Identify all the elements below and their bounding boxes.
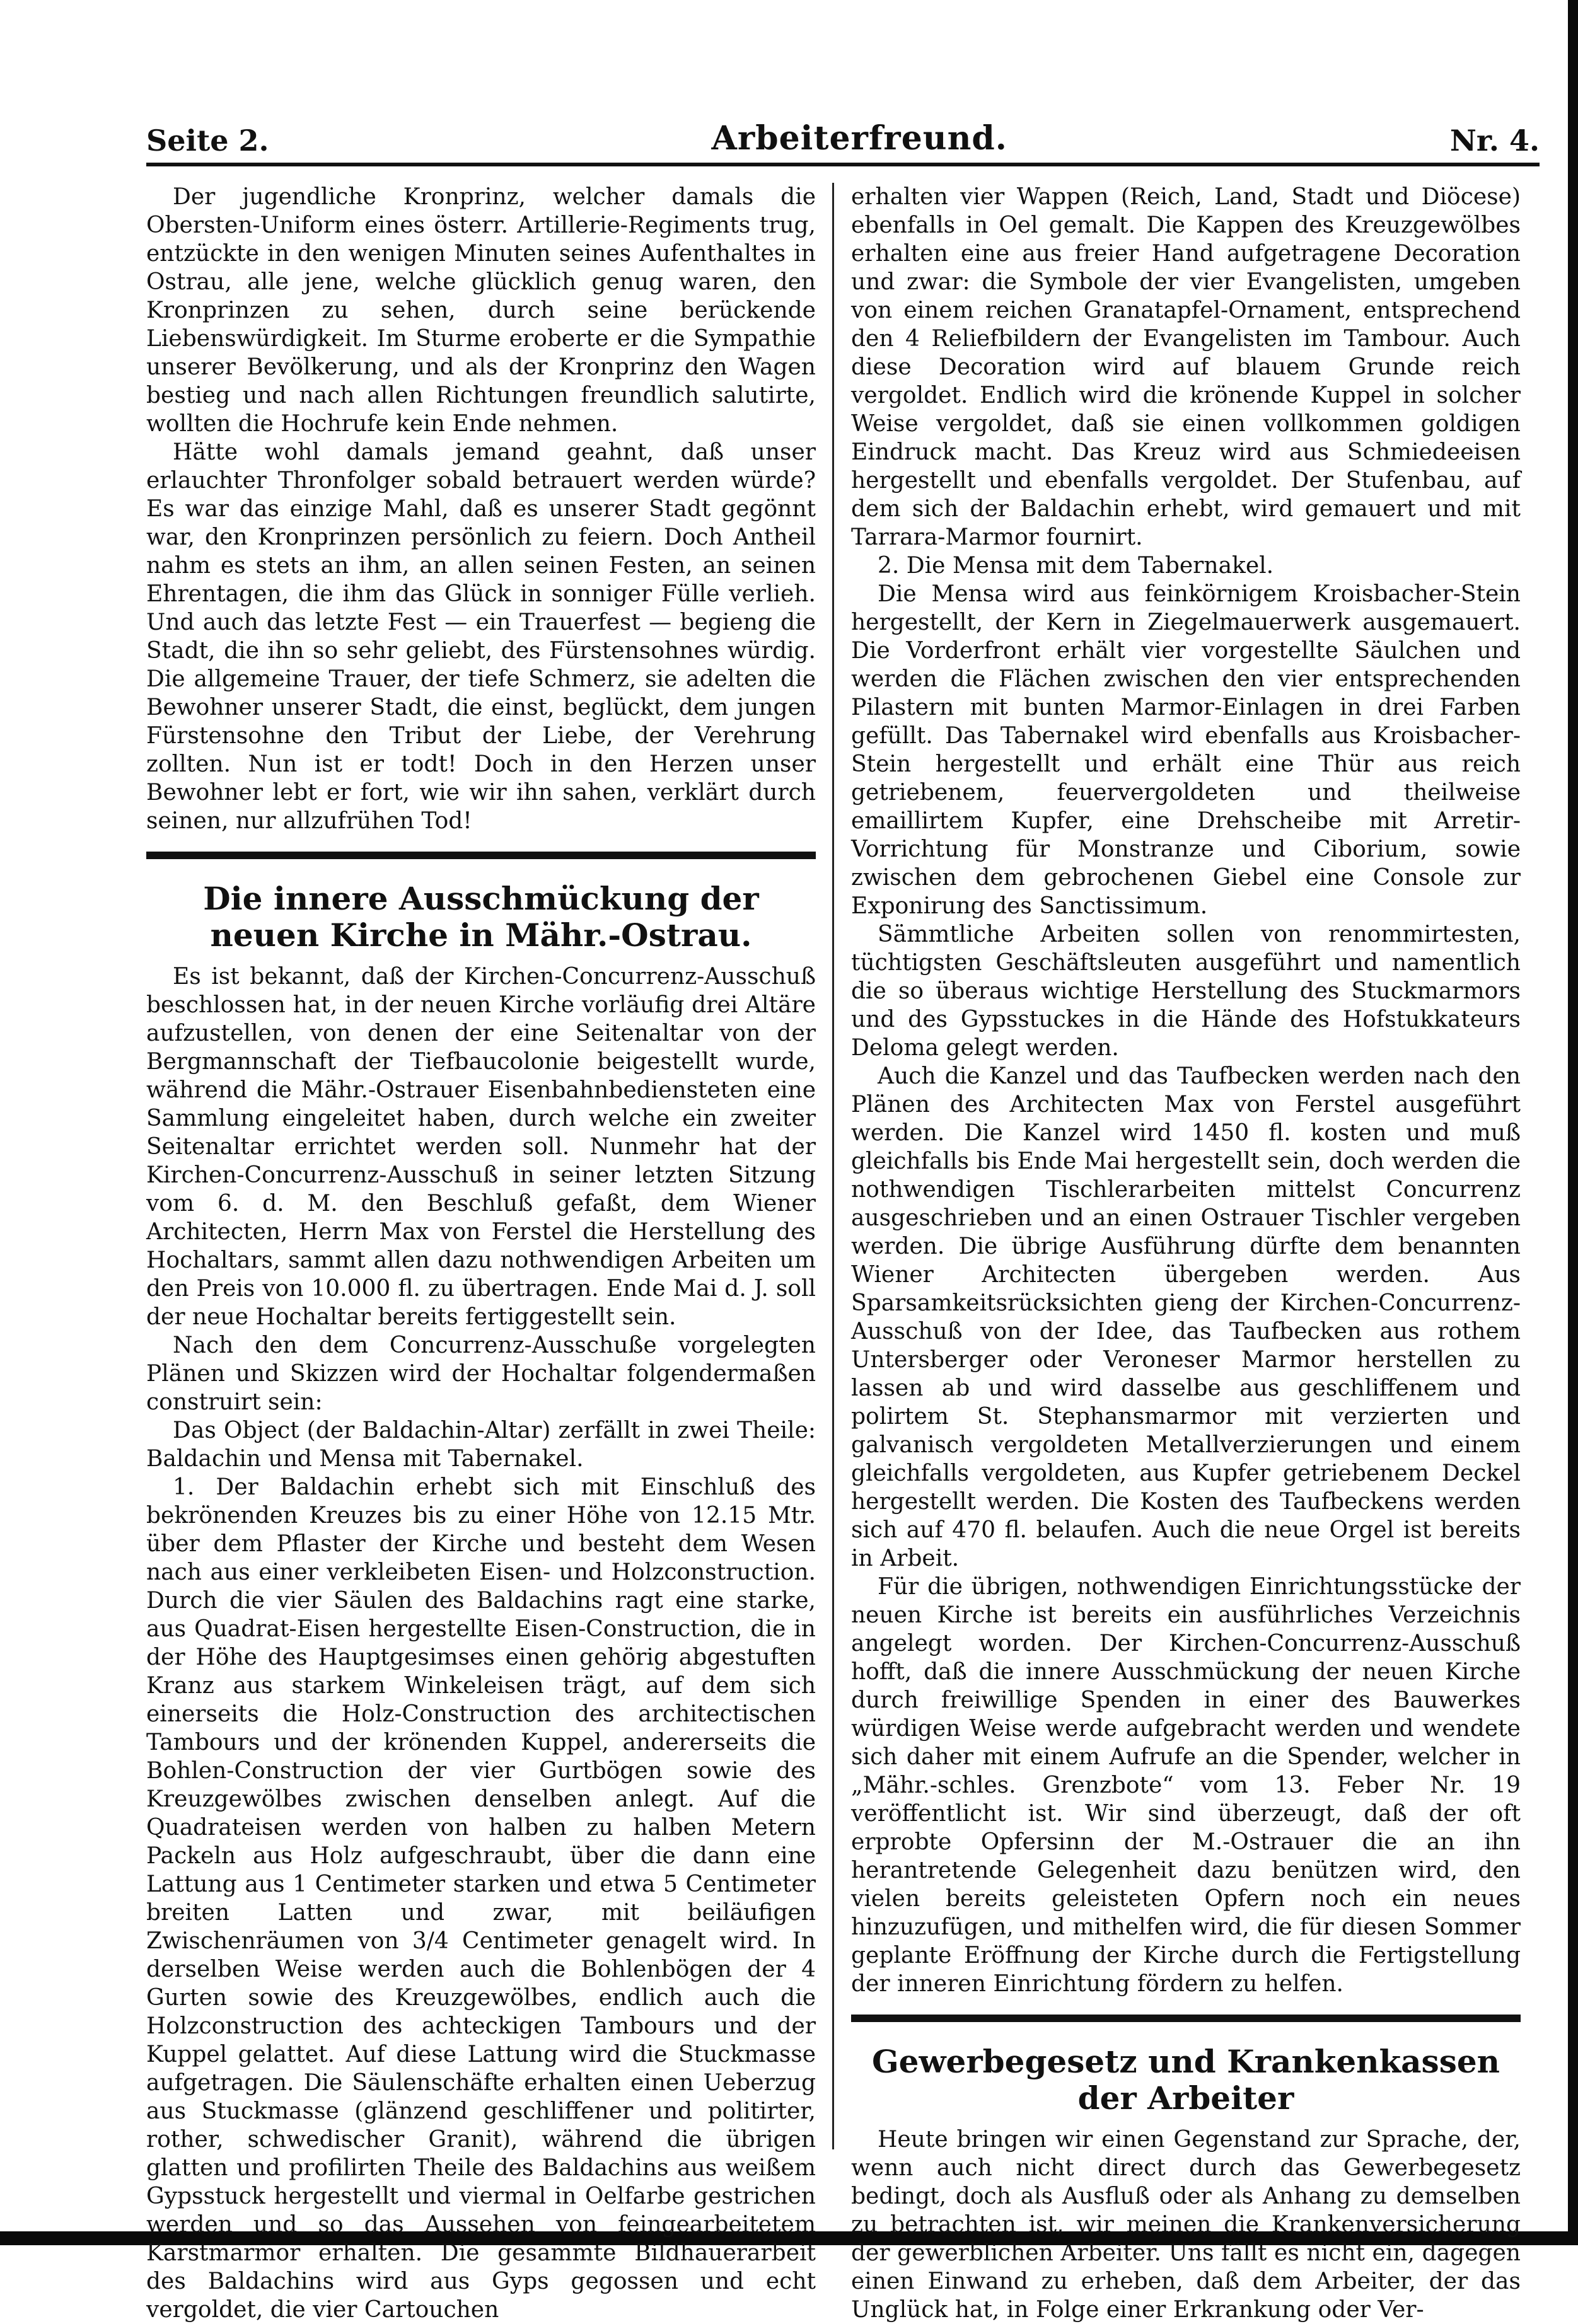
header-rule xyxy=(146,163,1540,166)
newspaper-page xyxy=(146,113,1540,2323)
craftsmen-paragraph: Sämmtliche Arbeiten sollen von renommirtesten, tüchtigsten Geschäftsleuten ausgeführt und namentlich die so überaus wichtige Herstellung des Stuckmarmors und des Gypsstuckes in die Hände des Hofstukkateurs Deloma gelegt werden. xyxy=(851,922,1521,1061)
article-title-trade-law: Gewerbegesetz und Krankenkassen der Arbeiter xyxy=(871,2043,1500,2117)
scan-edge-right xyxy=(1568,0,1578,2245)
column-divider xyxy=(832,183,834,2149)
page-label: Seite 2. xyxy=(146,124,269,158)
article-title-church: Die innere Ausschmückung der neuen Kirche in Mähr.-Ostrau. xyxy=(203,880,759,954)
mensa-paragraph: Die Mensa wird aus feinkörnigem Kroisbacher-Stein hergestellt, der Kern in Ziegelmauerwerk ausgemauert. Die Vorderfront erhält vier vorgestellte Säulchen und werden die Flächen zwischen den vier entsprechenden Pilastern mit bunten Marmor-Einlagen in drei Farben gefüllt. Das Tabernakel wird ebenfalls aus Kroisbacher-Stein hergestellt und erhält eine Thür aus reich getriebenem, feuervergoldeten und theilweise emaillirtem Kupfer, eine Drehscheibe mit Arretir-Vorrichtung für Monstranze und Ciborium, sowie zwischen dem gebrochenen Giebel eine Console zur Exponirung des Sanctissimum. xyxy=(851,581,1521,919)
pulpit-paragraph: Auch die Kanzel und das Taufbecken werden nach den Plänen des Architecten Max von Ferstel ausgeführt werden. Die Kanzel wird 1450 fl. kosten und muß gleichfalls bis Ende Mai hergestellt sein, doch werden die nothwendigen Tischlerarbeiten mittelst Concurrenz ausgeschrieben und an einen Ostrauer Tischler vergeben werden. Die übrige Ausführung dürfte dem benannten Wiener Architecten übergeben werden. Aus Sparsamkeitsrücksichten gieng der Kirchen-Concurrenz-Ausschuß von der Idee, das Taufbecken aus rothem Untersberger oder Veroneser Marmor herstellen zu lassen ab und wird dasselbe aus geschliffenem und polirtem St. Stephansmarmor mit verzierten und galvanisch vergoldeten Metallverzierungen und einem gleichfalls vergoldeten, aus Kupfer getriebenem Deckel hergestellt werden. Die Kosten des Taufbeckens werden sich auf 470 fl. belaufen. Auch die neue Orgel ist bereits in Arbeit. xyxy=(851,1063,1521,1571)
trade-law-paragraph-1: Heute bringen wir einen Gegenstand zur Sprache, der, wenn auch nicht direct durch das Gewerbegesetz bedingt, doch als Ausfluß oder als Anhang zu demselben zu betrachten ist, wir meinen die Krankenversicherung der gewerblichen Arbeiter. Uns fällt es nicht ein, dagegen einen Einwand zu erheben, daß dem Arbeiter, der das Unglück hat, in Folge einer Erkrankung oder Ver- xyxy=(851,2127,1521,2323)
left-column xyxy=(146,183,816,2323)
crown-prince-paragraph-2: Hätte wohl damals jemand geahnt, daß unser erlauchter Thronfolger sobald betrauert werden würde? Es war das einzige Mahl, daß es unserer Stadt gegönnt war, den Kronprinzen persönlich zu feiern. Doch Antheil nahm es stets an ihm, an allen seinen Festen, an seinen Ehrentagen, die ihm das Glück in sonniger Fülle verlieh. Und auch das letzte Fest — ein Trauerfest — begieng die Stadt, die ihn so sehr geliebt, des Fürstensohnes würdig. Die allgemeine Trauer, der tiefe Schmerz, sie adelten die Bewohner unserer Stadt, die einst, beglückt, dem jungen Fürstensohne den Tribut der Liebe, der Verehrung zollten. Nun ist er todt! Doch in den Herzen unser Bewohner lebt er fort, wie wir ihn sahen, verklärt durch seinen, nur allzufrühen Tod! xyxy=(146,439,816,834)
church-paragraph-3: Das Object (der Baldachin-Altar) zerfällt in zwei Theile: Baldachin und Mensa mit Tabernakel. xyxy=(146,1418,816,1472)
mensa-subheading: 2. Die Mensa mit dem Tabernakel. xyxy=(878,553,1274,579)
section-divider-2 xyxy=(851,2015,1521,2022)
donation-paragraph: Für die übrigen, nothwendigen Einrichtungsstücke der neuen Kirche ist bereits ein ausführliches Verzeichnis angelegt worden. Der Kirchen-Concurrenz-Ausschuß hofft, daß die innere Ausschmückung der neuen Kirche durch freiwillige Spenden in einer des Bauwerkes würdigen Weise werde aufgebracht werden und wendete sich daher mit einem Aufrufe an die Spender, welcher in „Mähr.-schles. Grenzbote“ vom 13. Feber Nr. 19 veröffentlicht ist. Wir sind überzeugt, daß der oft erprobte Opfersinn der M.-Ostrauer die an ihn herantretende Gelegenheit dazu benützen wird, den vielen bereits geleisteten Opfern noch ein neues hinzuzufügen, und mithelfen wird, die für diesen Sommer geplante Eröffnung der Kirche durch die Fertigstellung der inneren Einrichtung fördern zu helfen. xyxy=(851,1574,1521,1997)
newspaper-title: Arbeiterfreund. xyxy=(711,119,1007,158)
church-paragraph-4: 1. Der Baldachin erhebt sich mit Einschluß des bekrönenden Kreuzes bis zu einer Höhe von 12.15 Mtr. über dem Pflaster der Kirche und besteht dem Wesen nach aus einer verkleibeten Eisen- und Holzconstruction. Durch die vier Säulen des Baldachins ragt eine starke, aus Quadrat-Eisen hergestellte Eisen-Construction, die in der Höhe des Hauptgesimses einen gehörig abgestuften Kranz aus starkem Winkeleisen trägt, auf dem sich einerseits die Holz-Construction des architectischen Tambours und der krönenden Kuppel, andererseits die Bohlen-Construction der vier Gurtbögen sowie des Kreuzgewölbes zwischen denselben anlegt. Auf die Quadrateisen werden von halben zu halben Metern Packeln aus Holz aufgeschraubt, über die dann eine Lattung aus 1 Centimeter starken und etwa 5 Centimeter breiten Latten und zwar, mit beiläufigen Zwischenräumen von 3/4 Centimeter genagelt wird. In derselben Weise werden auch die Bohlenbögen der 4 Gurten sowie des Kreuzgewölbes, endlich auch die Holzconstruction des achteckigen Tambours und der Kuppel gelattet. Auf diese Lattung wird die Stuckmasse aufgetragen. Die Säulenschäfte erhalten einen Ueberzug aus Stuckmasse (glänzend geschliffener und politirter, rother, schwedischer Granit), während die übrigen glatten und profilirten Theile des Baldachins aus weißem Gypsstuck hergestellt und viermal in Oelfarbe gestrichen werden und so das Aussehen von feingearbeitetem Karstmarmor erhalten. Die gesammte Bildhauerarbeit des Baldachins wird aus Gyps gegossen und echt vergoldet, die vier Cartouchen xyxy=(146,1474,816,2323)
issue-number: Nr. 4. xyxy=(1449,124,1540,158)
church-paragraph-5: erhalten vier Wappen (Reich, Land, Stadt und Diöcese) ebenfalls in Oel gemalt. Die Kappen des Kreuzgewölbes erhalten eine aus freier Hand aufgetragene Decoration und zwar: die Symbole der vier Evangelisten, umgeben von einem reichen Granatapfel-Ornament, entsprechend den 4 Reliefbildern der Evangelisten im Tambour. Auch diese Decoration wird auf blauem Grunde reich vergoldet. Endlich wird die krönende Kuppel in solcher Weise vergoldet, daß sie einen vollkommen goldigen Eindruck macht. Das Kreuz wird aus Schmiedeeisen hergestellt und ebenfalls vergoldet. Der Stufenbau, auf dem sich der Baldachin erhebt, wird gemauert und mit Tarrara-Marmor fournirt. xyxy=(851,184,1521,550)
right-column xyxy=(851,183,1521,2323)
church-paragraph-2: Nach den dem Concurrenz-Ausschuße vorgelegten Plänen und Skizzen wird der Hochaltar folgendermaßen construirt sein: xyxy=(146,1333,816,1415)
section-divider xyxy=(146,852,816,859)
church-paragraph-1: Es ist bekannt, daß der Kirchen-Concurrenz-Ausschuß beschlossen hat, in der neuen Kirche vorläufig drei Altäre aufzustellen, von denen der eine Seitenaltar von der Bergmannschaft der Tiefbaucolonie beigestellt wurde, während die Mähr.-Ostrauer Eisenbahnbediensteten eine Sammlung eingeleitet haben, durch welche ein zweiter Seitenaltar errichtet werden soll. Nunmehr hat der Kirchen-Concurrenz-Ausschuß in seiner letzten Sitzung vom 6. d. M. den Beschluß gefaßt, dem Wiener Architecten, Herrn Max von Ferstel die Herstellung des Hochaltars, sammt allen dazu nothwendigen Arbeiten um den Preis von 10.000 fl. zu übertragen. Ende Mai d. J. soll der neue Hochaltar bereits fertiggestellt sein. xyxy=(146,964,816,1330)
page-header xyxy=(146,113,1540,158)
crown-prince-paragraph-1: Der jugendliche Kronprinz, welcher damals die Obersten-Uniform eines österr. Artillerie-Regiments trug, entzückte in den wenigen Minuten seines Aufenthaltes in Ostrau, alle jene, welche glücklich genug waren, den Kronprinzen zu sehen, durch seine berückende Liebenswürdigkeit. Im Sturme eroberte er die Sympathie unserer Bevölkerung, und als der Kronprinz den Wagen bestieg und nach allen Richtungen freundlich salutirte, wollten die Hochrufe kein Ende nehmen. xyxy=(146,184,816,437)
